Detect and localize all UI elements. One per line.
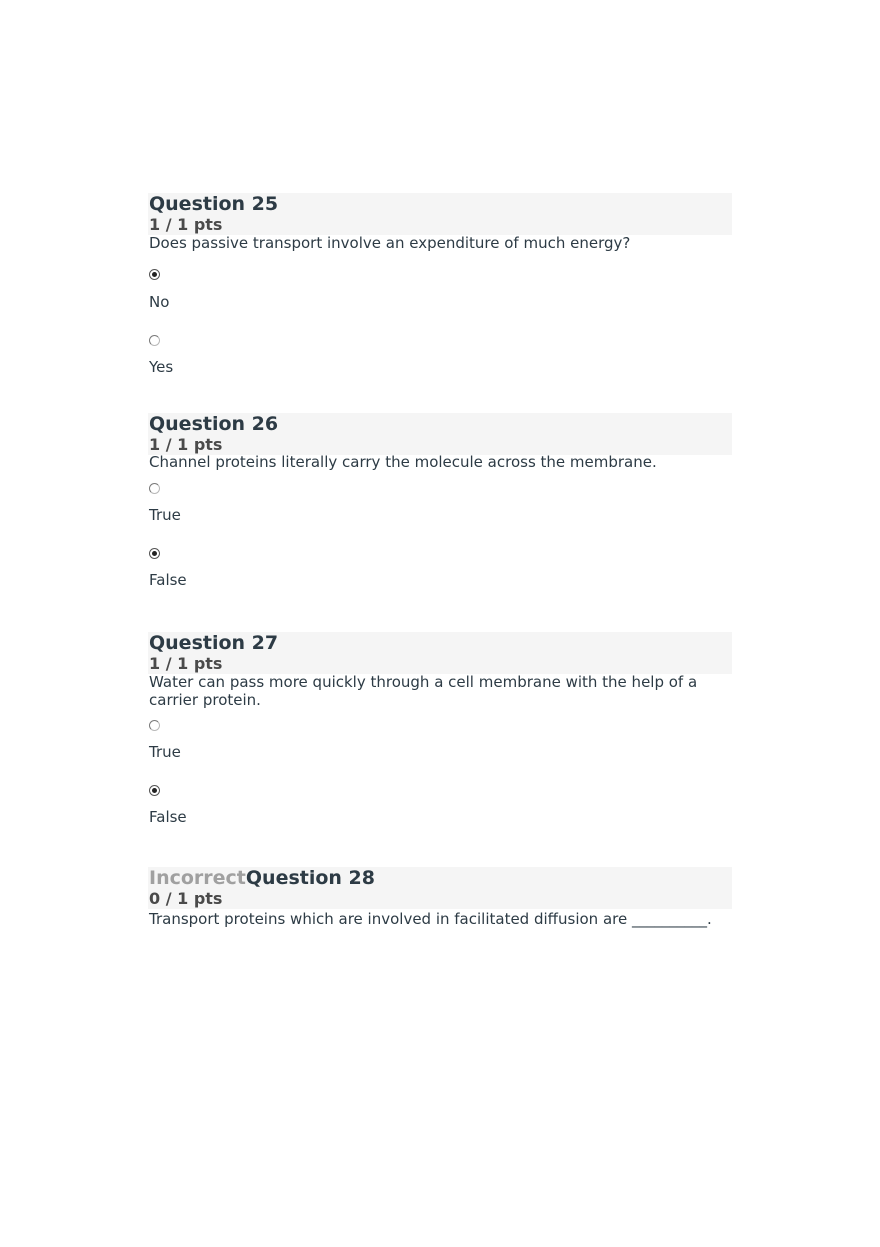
question-points: 1 / 1 pts	[149, 435, 223, 454]
question-title	[149, 193, 278, 215]
question-number: Question 25	[149, 193, 279, 215]
answer-label: False	[149, 808, 187, 826]
radio-unselected-icon[interactable]	[149, 720, 160, 731]
question-points: 1 / 1 pts	[149, 654, 223, 673]
question-title	[149, 632, 278, 654]
question-title	[149, 413, 278, 435]
question-header	[148, 413, 732, 455]
radio-selected-icon[interactable]	[149, 269, 160, 280]
question-number: Question 27	[149, 632, 279, 654]
question-text: Does passive transport involve an expenditure of much energy?	[149, 234, 631, 252]
answer-option[interactable]	[149, 545, 732, 610]
question-title	[149, 867, 375, 889]
answer-option[interactable]	[149, 262, 732, 327]
question-25	[149, 193, 732, 392]
answer-label: True	[149, 743, 181, 761]
question-points: 1 / 1 pts	[149, 215, 223, 234]
radio-selected-icon[interactable]	[149, 785, 160, 796]
question-text: Water can pass more quickly through a cell membrane with the help of a carrier protein.	[149, 673, 698, 709]
answer-option[interactable]	[149, 716, 732, 781]
answer-label: Yes	[149, 358, 174, 376]
question-text: Channel proteins literally carry the molecule across the membrane.	[149, 453, 657, 471]
answer-option[interactable]	[149, 480, 732, 545]
radio-selected-icon[interactable]	[149, 548, 160, 559]
question-number: Question 28	[245, 867, 375, 889]
answer-option[interactable]	[149, 327, 732, 392]
radio-unselected-icon[interactable]	[149, 335, 160, 346]
question-text: Transport proteins which are involved in facilitated diffusion are __________.	[149, 910, 712, 928]
answer-label: No	[149, 293, 170, 311]
question-number: Question 26	[149, 413, 279, 435]
answer-label: False	[149, 571, 187, 589]
answer-label: True	[149, 506, 181, 524]
answer-option[interactable]	[149, 781, 732, 846]
radio-unselected-icon[interactable]	[149, 483, 160, 494]
question-status: Incorrect	[149, 867, 246, 889]
question-27	[149, 632, 732, 846]
question-points: 0 / 1 pts	[149, 889, 223, 908]
question-header	[148, 193, 732, 235]
question-28	[149, 867, 732, 927]
question-header	[148, 632, 732, 674]
question-26	[149, 413, 732, 610]
question-header	[148, 867, 732, 909]
